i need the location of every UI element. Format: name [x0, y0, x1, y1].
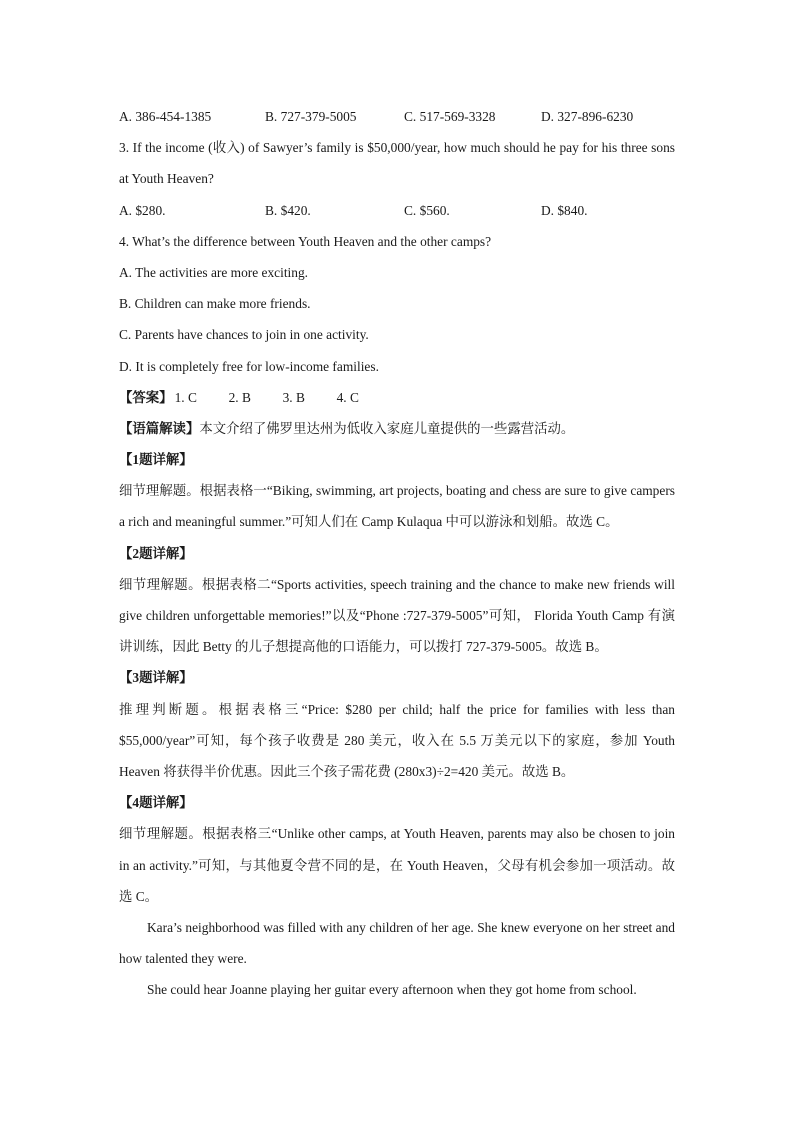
answer-1: 1. C	[174, 389, 197, 405]
explanation-1-heading: 【1题详解】	[119, 452, 193, 468]
q3-stem: 3. If the income (收入) of Sawyer’s family is $50,000/year, how much should he pay for his three sons at Youth Heaven?	[119, 140, 675, 187]
q3-option-c: C. $560.	[404, 202, 450, 218]
explanation-3-heading: 【3题详解】	[119, 670, 193, 686]
q2-options	[119, 101, 675, 132]
q4-stem: 4. What’s the difference between Youth Heaven and the other camps?	[119, 233, 492, 249]
explanation-2-heading: 【2题详解】	[119, 545, 193, 561]
passage-intro-text: 本文介绍了佛罗里达州为低收入家庭儿童提供的一些露营活动。	[199, 420, 575, 436]
passage-intro-label: 【语篇解读】	[119, 420, 200, 436]
answer-4: 4. C	[336, 389, 359, 405]
q3-options	[119, 195, 675, 226]
answer-key	[119, 382, 675, 413]
explanation-4-text: 细节理解题。根据表格三“Unlike other camps, at Youth Heaven, parents may also be chosen to join in an activity.”可知，与其他夏令营不同的是，在 Youth Heaven，父母有机会参加一项活动。故选 C。	[119, 826, 675, 904]
explanation-2-text: 细节理解题。根据表格二“Sports activities, speech training and the chance to make new friends will give children unforgettable memories!”以及“Phone :727-379-5005”可知， Florida Youth Camp 有演讲训练，因此 Betty 的儿子想提高他的口语能力，可以拨打 727-379-5005。故选 B。	[119, 576, 675, 655]
answer-label: 【答案】	[119, 389, 173, 405]
q2-option-a: A. 386-454-1385	[119, 109, 212, 124]
page-content	[119, 101, 675, 1006]
q4-option-c: C. Parents have chances to join in one activity.	[119, 327, 369, 343]
explanation-3-text: 推理判断题。根据表格三“Price: $280 per child; half the price for families with less than $55,000/year”可知，每个孩子收费是 280 美元，收入在 5.5 万美元以下的家庭，参加 Youth Heaven 将获得半价优惠。因此三个孩子需花费 (280x3)÷2=420 美元。故选 B。	[119, 701, 675, 780]
answer-2: 2. B	[228, 389, 251, 405]
q2-option-c: C. 517-569-3328	[404, 109, 496, 124]
passage-paragraph-2: She could hear Joanne playing her guitar every afternoon when they got home from school.	[147, 982, 637, 998]
explanation-4-heading: 【4题详解】	[119, 795, 193, 811]
passage-intro	[119, 413, 675, 444]
explanation-1-text: 细节理解题。根据表格一“Biking, swimming, art projects, boating and chess are sure to give campers a rich and meaningful summer.”可知人们在 Camp Kulaqua 中可以游泳和划船。故选 C。	[119, 483, 675, 530]
passage-paragraph-1: Kara’s neighborhood was filled with any children of her age. She knew everyone on her street and how talented they were.	[119, 920, 675, 967]
q4-option-b: B. Children can make more friends.	[119, 296, 311, 312]
q3-option-a: A. $280.	[119, 202, 166, 218]
q2-option-b: B. 727-379-5005	[265, 109, 357, 124]
answer-3: 3. B	[282, 389, 305, 405]
q4-option-d: D. It is completely free for low-income families.	[119, 358, 379, 374]
q3-option-b: B. $420.	[265, 202, 311, 218]
q2-option-d: D. 327-896-6230	[541, 109, 634, 124]
q4-option-a: A. The activities are more exciting.	[119, 264, 309, 280]
q3-option-d: D. $840.	[541, 202, 588, 218]
